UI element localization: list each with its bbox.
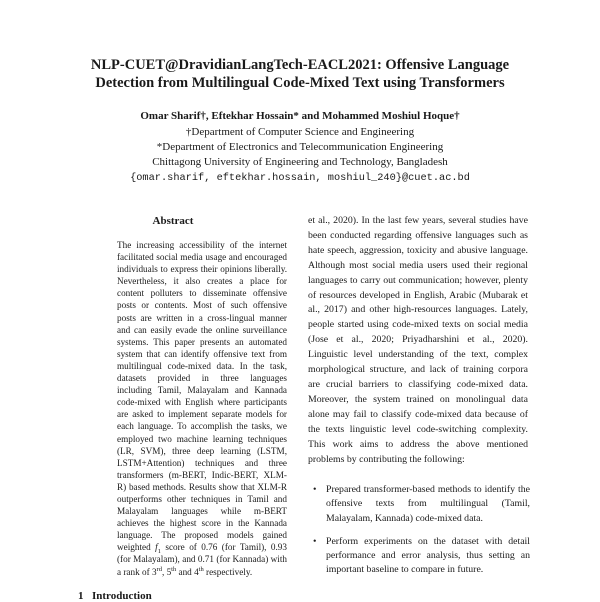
contribution-list [308,483,530,587]
contribution-text: Perform experiments on the dataset with detail performance and error analysis, thus setting an important baseline to compare in future. [326,535,530,576]
section-heading-introduction [78,590,152,602]
abstract-heading: Abstract [152,215,194,227]
abstract-text-end: score of 0.76 (for Tamil), 0.93 (for Malayalam), and 0.71 (for Kannada) with a rank of 3 [117,542,287,577]
bullet-icon: • [313,484,317,495]
f1-symbol: f [155,542,158,553]
contribution-text: Prepared transformer-based methods to identify the offensive texts from multilingual (Tamil, Malayalam, Kannada) code-mixed data. [326,484,530,524]
author-list: Omar Sharif†, Eftekhar Hossain* and Mohammed Moshiul Hoque† [140,110,460,122]
section-title: Introduction [92,590,152,602]
title-line-2: Detection from Multilingual Code-Mixed Text using Transformers [95,75,505,91]
intro-paragraph: et al., 2020). In the last few years, several studies have been conducted regarding offensive languages such as hate speech, aggression, toxicity and abusive language. Although most social media users used their regional languages to carry out communication; however, plenty of resources developed in English, Arabic (Mubarak et al., 2017) and other high-resources languages. Lately, people started using code-mixed texts on social media (Jose et al., 2020; Priyadharshini et al., 2020). Linguistic level understanding of the text, complex morphological structure, and lack of training corpora are crucial barriers to classifying code-mixed data. Moreover, the system trained on monolingual data alone may fail to classify code-mixed data because of the texts linguistic level code-switching complexity. This work aims to address the above mentioned problems by contributing the following: [308,215,528,465]
abstract-text-start: The increasing accessibility of the internet facilitated social media usage and encouraged individuals to express their opinions liberally. Nevertheless, it also creates a place for content polluters to disseminate offensive posts or contents. Most of such offensive posts are written in a cross-lingual manner and can easily evade the online surveillance systems. This paper presents an automated system that can identify offensive text from multilingual code-mixed data. In the task, datasets provided in three languages including Tamil, Malayalam and Kannada code-mixed with English where participants are asked to implement separate models for each language. To accomplish the tasks, we employed two machine learning techniques (LR, SVM), three deep learning (LSTM, LSTM+Attention) techniques and three transformers (m-BERT, Indic-BERT, XLM-R) based methods. Results show that XLM-R outperforms other techniques in Tamil and Malayalam languages while m-BERT achieves the highest score in the Kannada language. The proposed models gained weighted [117,240,287,553]
list-item [308,535,530,578]
rank-separator-1: , 5 [161,566,172,577]
paper-title [0,56,600,92]
list-item [308,483,530,526]
rank-sup-1: rd [156,565,162,573]
rank-separator-2: and 4 [176,566,199,577]
abstract-body [117,239,287,578]
rank-sup-3: th [198,565,204,573]
affiliation-cse: †Department of Computer Science and Engineering [185,126,415,138]
affiliation-university: Chittagong University of Engineering and Technology, Bangladesh [152,156,448,168]
title-line-1: NLP-CUET@DravidianLangTech-EACL2021: Offensive Language [90,57,510,73]
affiliation-ete: *Department of Electronics and Telecommunication Engineering [156,141,444,153]
bullet-icon: • [313,535,317,547]
author-emails: {omar.sharif, eftekhar.hossain, moshiul_240}@cuet.ac.bd [130,172,470,184]
abstract-ending: respectively. [203,566,253,577]
f1-subscript: 1 [157,548,161,556]
section-number: 1 [78,590,84,602]
rank-sup-2: th [171,565,177,573]
